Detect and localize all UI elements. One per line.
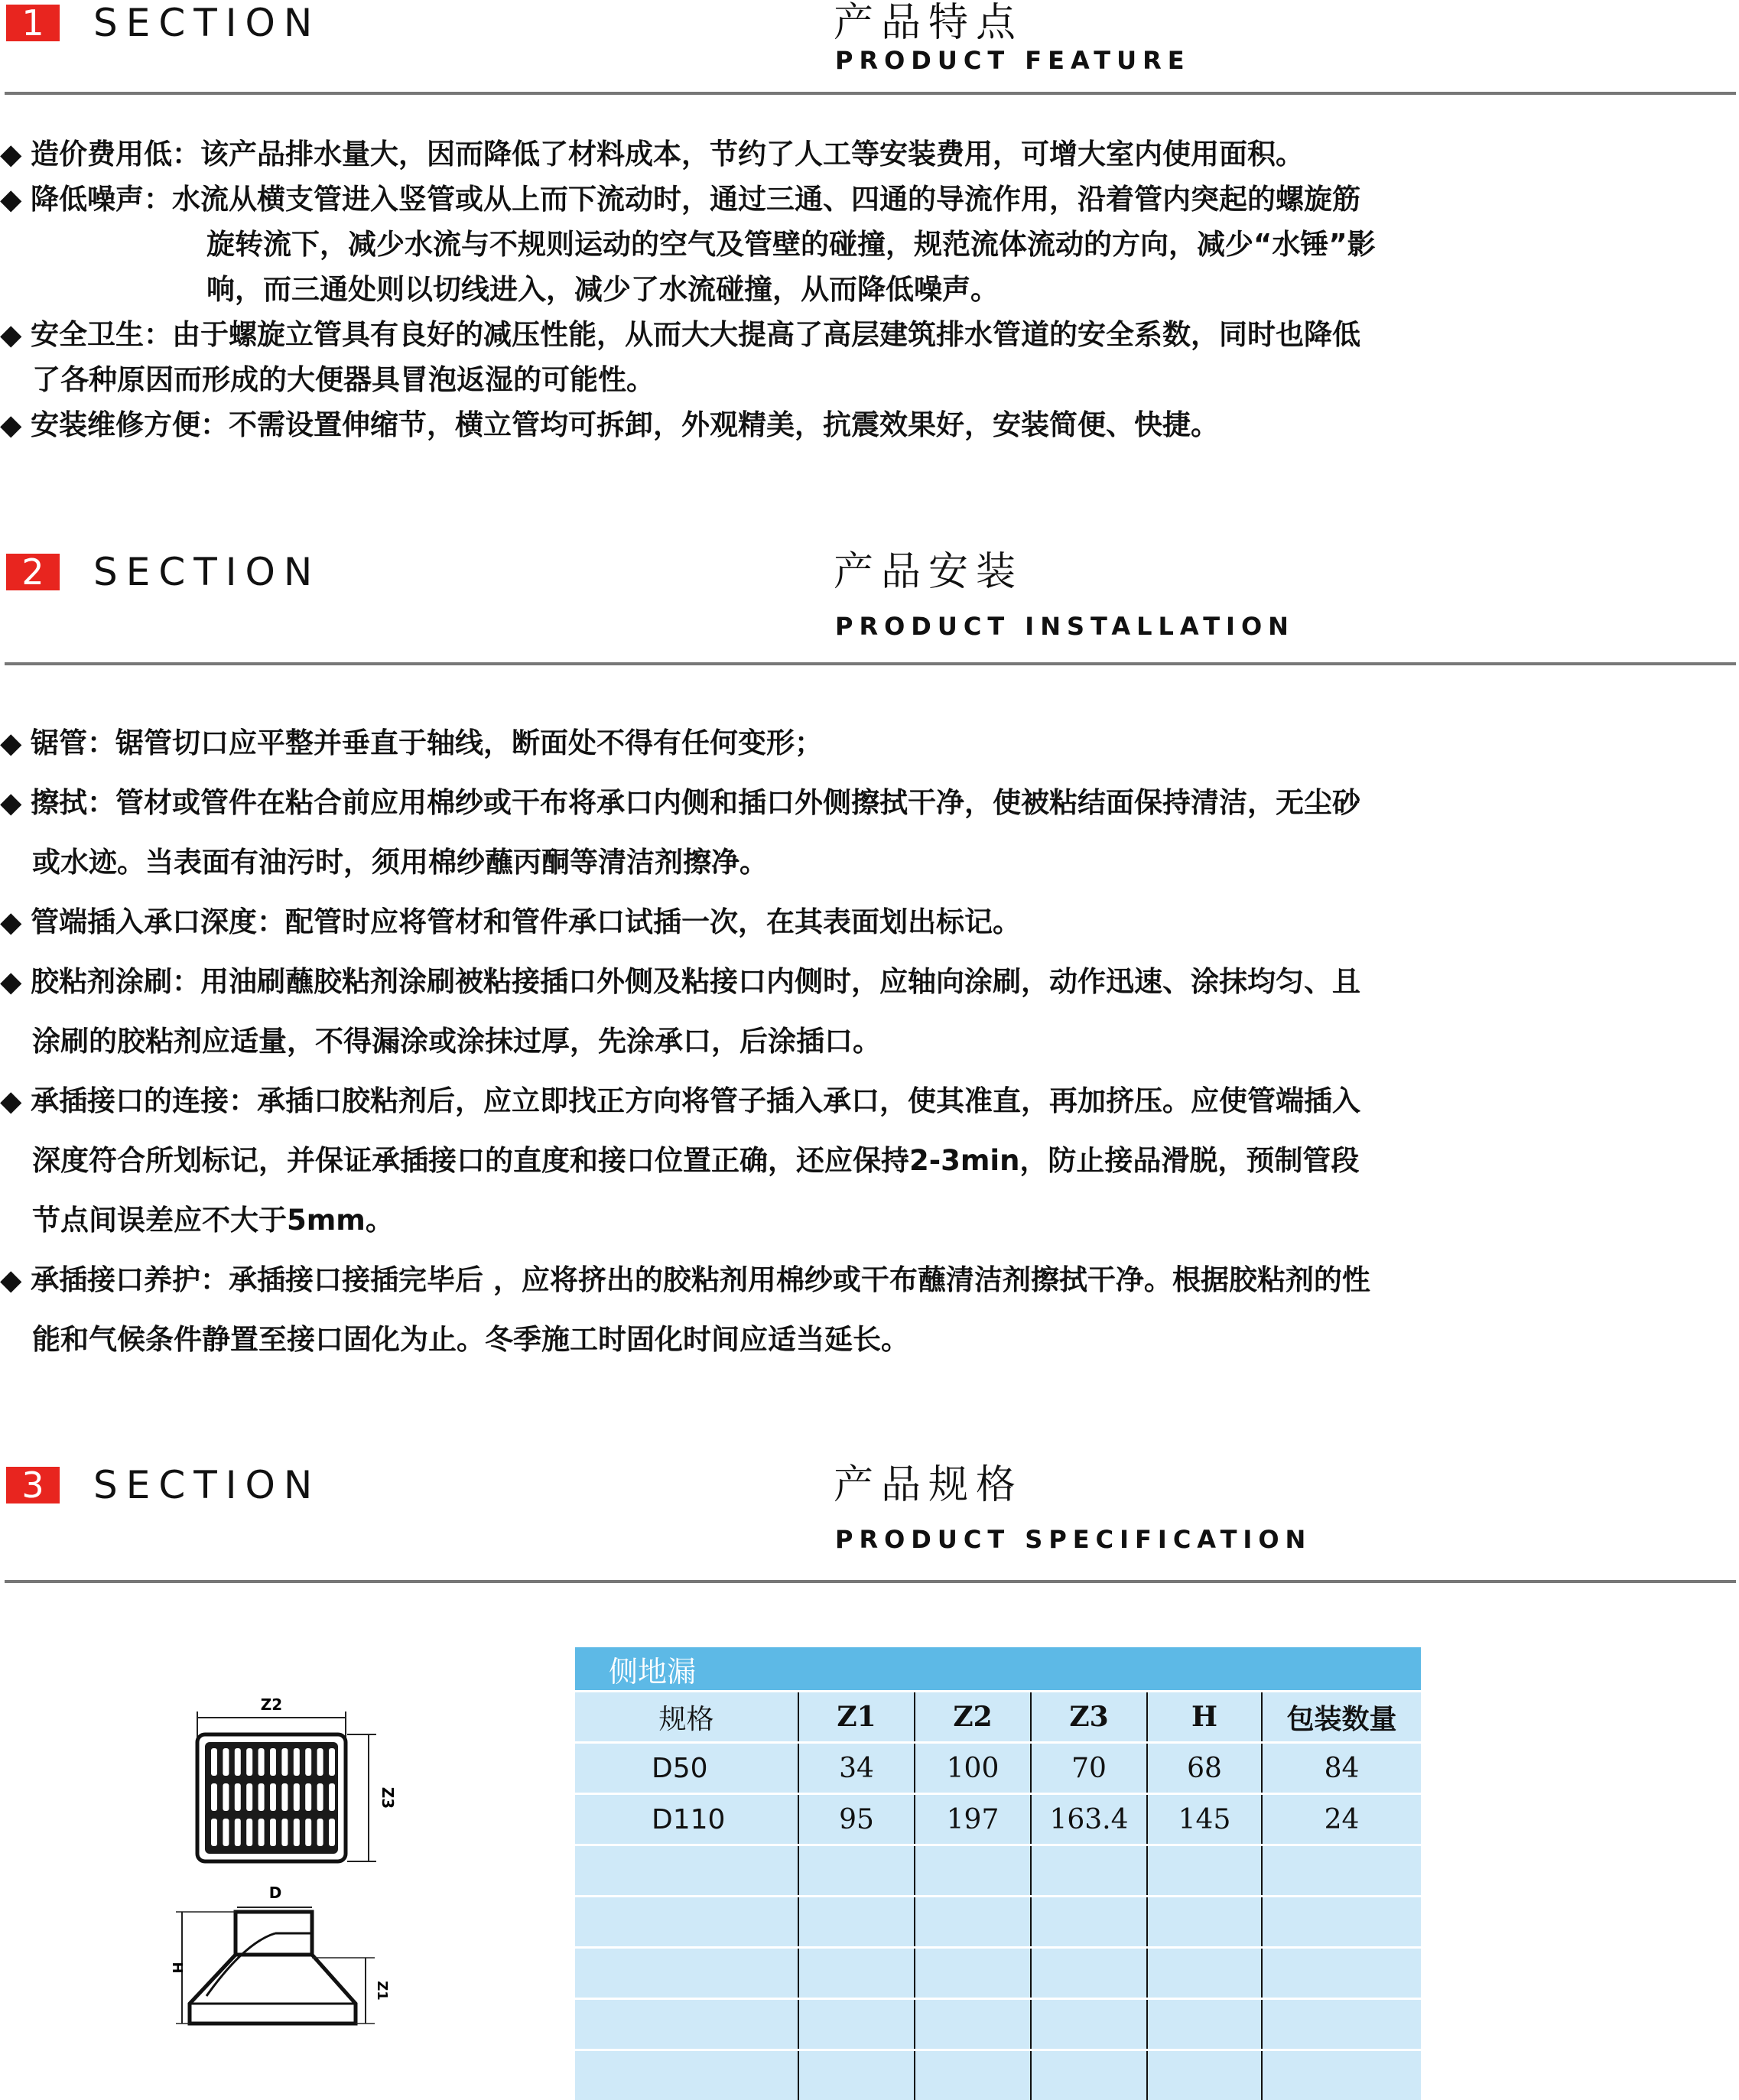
section-number: 1: [6, 5, 60, 41]
feature-item: [0, 132, 1713, 177]
table-cell: 24: [1262, 1794, 1421, 1845]
install-item: [0, 1250, 1713, 1370]
dim-label-z2: Z2: [260, 1695, 283, 1714]
features-list: [0, 132, 1713, 447]
grate-slot: [258, 1748, 265, 1776]
diamond-bullet-icon: ◆: [0, 727, 22, 759]
grate-slot: [305, 1783, 311, 1811]
section-title-en: PRODUCT SPECIFICATION: [835, 1525, 1312, 1554]
table-row-empty: [575, 1948, 1421, 1999]
grate-slot: [317, 1748, 323, 1776]
section-number: 2: [6, 554, 60, 590]
diamond-bullet-icon: ◆: [0, 408, 22, 441]
table-cell-empty: [1147, 1948, 1262, 1999]
table-row-empty: [575, 2050, 1421, 2100]
diamond-bullet-icon: ◆: [0, 1263, 22, 1296]
spec-table: [575, 1647, 1421, 2100]
section-word: SECTION: [93, 1, 321, 45]
grate-slot: [317, 1783, 323, 1811]
install-item: [0, 952, 1713, 1071]
install-line: 承插接口的连接：承插口胶粘剂后，应立即找正方向将管子插入承口，使其准直，再加挤压。应使管端插入: [31, 1084, 1360, 1117]
header-cell: Z1: [798, 1692, 915, 1743]
table-cell-empty: [1031, 1845, 1147, 1897]
table-cell: D50: [575, 1743, 798, 1794]
section-title-cn: 产品特点: [834, 0, 1024, 46]
table-title-row: [575, 1647, 1421, 1692]
section-title-en: PRODUCT INSTALLATION: [835, 612, 1295, 641]
grate-slot: [281, 1748, 288, 1776]
table-cell-empty: [575, 1948, 798, 1999]
feature-line: 了各种原因而形成的大便器具冒泡返湿的可能性。: [32, 363, 655, 396]
table-cell-empty: [1262, 1845, 1421, 1897]
grate-slot: [235, 1819, 241, 1846]
table-cell: 70: [1031, 1743, 1147, 1794]
table-cell: 100: [915, 1743, 1031, 1794]
table-cell-empty: [798, 1845, 915, 1897]
grate-slot: [258, 1783, 265, 1811]
grate-slot: [235, 1783, 241, 1811]
install-item: [0, 892, 1713, 952]
diamond-bullet-icon: ◆: [0, 138, 22, 171]
install-item: [0, 1071, 1713, 1250]
dim-label-z3: Z3: [379, 1786, 397, 1809]
install-line: 管端插入承口深度：配管时应将管材和管件承口试插一次，在其表面划出标记。: [31, 905, 1021, 938]
diamond-bullet-icon: ◆: [0, 905, 22, 938]
table-row-empty: [575, 1999, 1421, 2050]
grate-slot: [305, 1748, 311, 1776]
diamond-bullet-icon: ◆: [0, 965, 22, 998]
table-cell: 34: [798, 1743, 915, 1794]
table-cell-empty: [915, 1999, 1031, 2050]
grate-slot: [211, 1819, 217, 1846]
table-cell: 95: [798, 1794, 915, 1845]
table-cell-empty: [798, 1897, 915, 1948]
feature-item: [0, 402, 1713, 447]
feature-line: 安装维修方便：不需设置伸缩节，横立管均可拆卸，外观精美，抗震效果好，安装简便、快捷。: [31, 408, 1219, 441]
table-cell-empty: [1031, 1897, 1147, 1948]
grate-slot: [270, 1819, 276, 1846]
dim-label-h: H: [169, 1962, 185, 1974]
grate-slot: [211, 1783, 217, 1811]
table-cell: D110: [575, 1794, 798, 1845]
feature-line: 旋转流下，减少水流与不规则运动的空气及管壁的碰撞，规范流体流动的方向，减少“水锤”影: [206, 228, 1376, 261]
grate-slot: [281, 1819, 288, 1846]
section-word: SECTION: [93, 550, 321, 594]
install-item: [0, 714, 1713, 773]
table-cell-empty: [1147, 2050, 1262, 2100]
table-row-empty: [575, 1845, 1421, 1897]
install-line: 承插接口养护：承插接口接插完毕后 ，应将挤出的胶粘剂用棉纱或干布蘸清洁剂擦拭干净。根据胶粘剂的性: [31, 1263, 1370, 1296]
section-divider: [5, 662, 1736, 665]
feature-item: [0, 312, 1713, 402]
install-line: 或水迹。当表面有油污时，须用棉纱蘸丙酮等清洁剂擦净。: [32, 846, 768, 879]
header-cell: 规格: [575, 1692, 798, 1743]
table-cell-empty: [1147, 1999, 1262, 2050]
header-cell: H: [1147, 1692, 1262, 1743]
table-cell-empty: [1262, 1948, 1421, 1999]
table-cell-empty: [1147, 1897, 1262, 1948]
table-cell: 84: [1262, 1743, 1421, 1794]
grate-slot: [235, 1748, 241, 1776]
grate-slot: [246, 1819, 252, 1846]
section-title-cn: 产品规格: [834, 1462, 1024, 1508]
diamond-bullet-icon: ◆: [0, 786, 22, 819]
table-cell-empty: [915, 1948, 1031, 1999]
table-cell: 163.4: [1031, 1794, 1147, 1845]
feature-line: 造价费用低：该产品排水量大，因而降低了材料成本，节约了人工等安装费用，可增大室内使用面积。: [31, 138, 1304, 171]
install-line: 深度符合所划标记，并保证承插接口的直度和接口位置正确，还应保持2-3min，防止接品滑脱，预制管段: [32, 1144, 1360, 1177]
grate-slot: [258, 1819, 265, 1846]
feature-line: 降低噪声：水流从横支管进入竖管或从上而下流动时，通过三通、四通的导流作用，沿着管内突起的螺旋筋: [31, 183, 1360, 216]
install-line: 能和气候条件静置至接口固化为止。冬季施工时固化时间应适当延长。: [32, 1323, 909, 1356]
grate-slot: [246, 1748, 252, 1776]
grate-slot: [270, 1783, 276, 1811]
table-cell-empty: [915, 1845, 1031, 1897]
grate-slot: [223, 1748, 229, 1776]
grate-slot: [270, 1748, 276, 1776]
install-line: 擦拭：管材或管件在粘合前应用棉纱或干布将承口内侧和插口外侧擦拭干净，使被粘结面保持清洁，无尘砂: [31, 786, 1360, 819]
table-cell: 145: [1147, 1794, 1262, 1845]
table-cell-empty: [1262, 2050, 1421, 2100]
grate-slot: [281, 1783, 288, 1811]
table-header-row: [575, 1692, 1421, 1743]
table-cell-empty: [1147, 1845, 1262, 1897]
table-cell-empty: [915, 1897, 1031, 1948]
grate-slot: [294, 1819, 300, 1846]
section-word: SECTION: [93, 1463, 321, 1507]
dim-label-d: D: [268, 1884, 282, 1902]
grate-slot: [305, 1819, 311, 1846]
grate-slot: [329, 1819, 335, 1846]
table-cell-empty: [915, 2050, 1031, 2100]
table-cell-empty: [798, 1948, 915, 1999]
table-cell: 68: [1147, 1743, 1262, 1794]
dim-label-z1: Z1: [374, 1981, 390, 2001]
table-row-empty: [575, 1897, 1421, 1948]
install-line: 锯管：锯管切口应平整并垂直于轴线，断面处不得有任何变形；: [31, 727, 823, 759]
feature-line: 响，而三通处则以切线进入，减少了水流碰撞，从而降低噪声。: [206, 273, 999, 306]
table-cell-empty: [1262, 1897, 1421, 1948]
grate-slot: [223, 1819, 229, 1846]
grate-slot: [246, 1783, 252, 1811]
table-cell-empty: [575, 1897, 798, 1948]
install-line: 胶粘剂涂刷：用油刷蘸胶粘剂涂刷被粘接插口外侧及粘接口内侧时，应轴向涂刷，动作迅速、涂抹均匀、且: [31, 965, 1360, 998]
diamond-bullet-icon: ◆: [0, 318, 22, 351]
grate-slot: [329, 1748, 335, 1776]
section-divider: [5, 1580, 1736, 1583]
grate-slot: [329, 1783, 335, 1811]
section-title-cn: 产品安装: [834, 549, 1024, 595]
install-line: 节点间误差应不大于5mm。: [32, 1204, 394, 1237]
install-item: [0, 773, 1713, 892]
grate-slot: [317, 1819, 323, 1846]
table-cell-empty: [1262, 1999, 1421, 2050]
diamond-bullet-icon: ◆: [0, 1084, 22, 1117]
install-line: 涂刷的胶粘剂应适量，不得漏涂或涂抹过厚，先涂承口，后涂插口。: [32, 1025, 881, 1058]
diamond-bullet-icon: ◆: [0, 183, 22, 216]
grate-slot: [294, 1748, 300, 1776]
header-cell: Z3: [1031, 1692, 1147, 1743]
table-cell-empty: [798, 1999, 915, 2050]
table-cell: 197: [915, 1794, 1031, 1845]
table-cell-empty: [1031, 1999, 1147, 2050]
grate-slot: [223, 1783, 229, 1811]
section-title-en: PRODUCT FEATURE: [835, 46, 1191, 75]
installation-list: [0, 714, 1713, 1370]
floor-drain-drawing: [161, 1690, 436, 2034]
header-cell: Z2: [915, 1692, 1031, 1743]
table-row: [575, 1794, 1421, 1845]
table-cell-empty: [575, 1845, 798, 1897]
section-number: 3: [6, 1467, 60, 1503]
table-cell-empty: [575, 1999, 798, 2050]
table-row: [575, 1743, 1421, 1794]
grate-slot: [294, 1783, 300, 1811]
feature-line: 安全卫生：由于螺旋立管具有良好的减压性能，从而大大提高了高层建筑排水管道的安全系数，同时也降低: [31, 318, 1360, 351]
section-divider: [5, 92, 1736, 95]
header-cell: 包装数量: [1262, 1692, 1421, 1743]
table-cell-empty: [1031, 1948, 1147, 1999]
table-cell-empty: [575, 2050, 798, 2100]
table-cell-empty: [1031, 2050, 1147, 2100]
grate-slot: [211, 1748, 217, 1776]
table-cell-empty: [798, 2050, 915, 2100]
table-title: 侧地漏: [575, 1647, 1421, 1692]
feature-item: [0, 177, 1713, 312]
